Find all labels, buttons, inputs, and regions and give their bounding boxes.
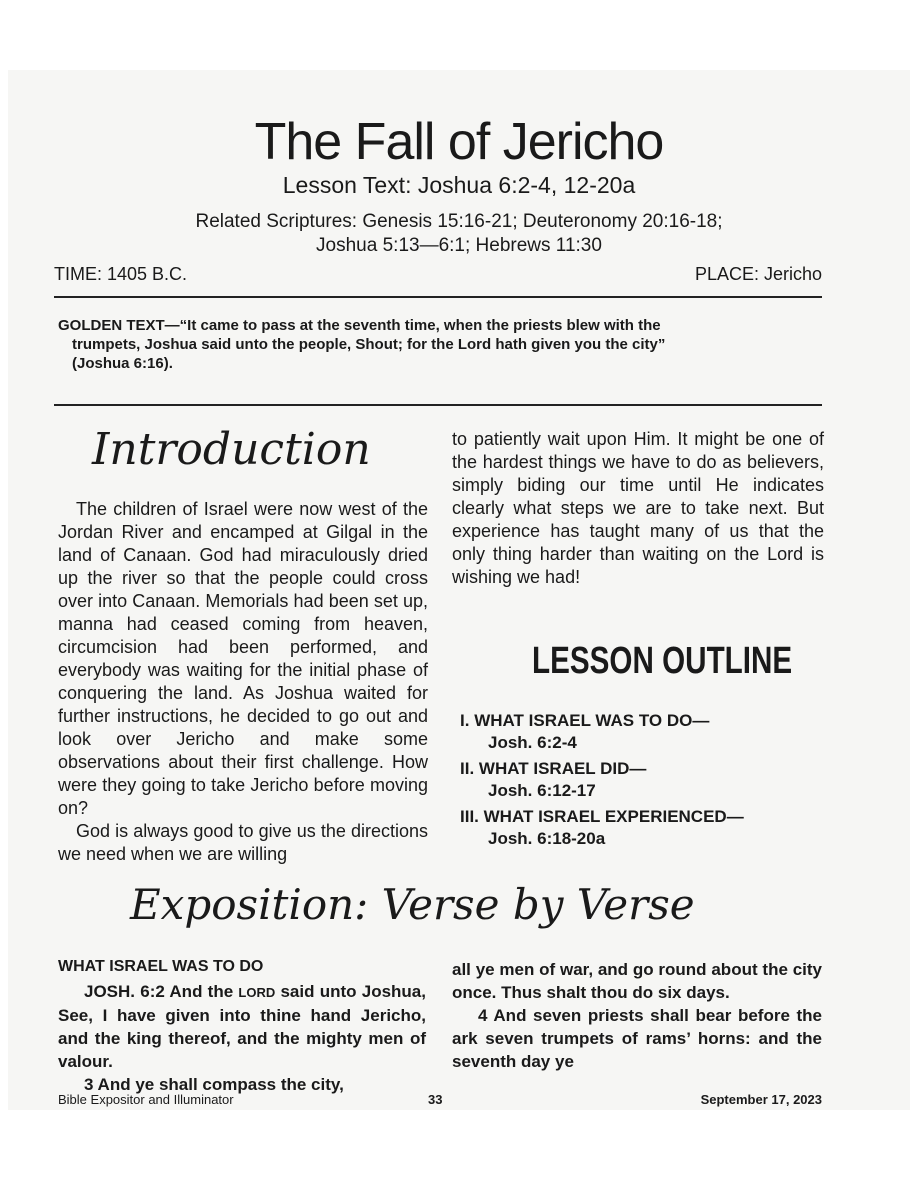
introduction-paragraph-1: The children of Israel were now west of the Jordan River and encamped at Gilgal in the land of Canaan. God had miraculously dried up the river so that the people could cross over into Canaan. Memorials had been set up, manna had ceased coming from heaven, circumcision had been performed, and everybody was waiting for the initial phase of conquering the land. As Joshua waited for further instructions, he decided to go out and look over Jericho and make some observations about their first challenge. How were they going to take Jericho before moving on? — [58, 499, 428, 818]
divider-top — [54, 296, 822, 298]
verse-2-end: said unto Joshua, See, I have given into thine hand Jericho, and the king thereof, and the mighty men of valour. — [58, 982, 426, 1071]
outline-title: WHAT ISRAEL WAS TO DO— — [474, 711, 710, 730]
verse-2 — [58, 980, 426, 1073]
outline-reference: Josh. 6:12-17 — [488, 781, 596, 800]
introduction-heading: Introduction — [92, 424, 371, 475]
verse-2-start: JOSH. 6:2 And the — [84, 982, 239, 1001]
outline-reference: Josh. 6:18-20a — [488, 829, 606, 848]
introduction-paragraph-continued: to patiently wait upon Him. It might be one of the hardest things we have to do as believers, simply biding our time until He indicates clearly what steps we are to take next. But experience has taught many of us that the only thing harder than waiting on the Lord is wishing we had! — [452, 429, 824, 587]
lesson-outline-heading: LESSON OUTLINE — [532, 640, 793, 682]
introduction-right-column — [452, 428, 824, 589]
divider-bottom — [54, 404, 822, 406]
lord-smallcaps: LORD — [238, 985, 276, 1000]
outline-reference: Josh. 6:2-4 — [488, 733, 577, 752]
outline-item — [460, 710, 820, 754]
related-scriptures-line2: Joshua 5:13—6:1; Hebrews 11:30 — [316, 235, 602, 256]
footer-date: September 17, 2023 — [700, 1092, 822, 1107]
outline-number: I. — [460, 711, 470, 730]
golden-text-line1: GOLDEN TEXT—“It came to pass at the seventh time, when the priests blew with the — [58, 317, 661, 334]
verse-3: 3 And ye shall compass the city, — [84, 1075, 344, 1094]
related-scriptures-line1: Related Scriptures: Genesis 15:16-21; Deuteronomy 20:16-18; — [195, 211, 723, 232]
related-scriptures — [0, 210, 918, 258]
footer-publication: Bible Expositor and Illuminator — [58, 1092, 234, 1107]
golden-text-line2: trumpets, Joshua said unto the people, Shout; for the Lord hath given you the city” — [72, 336, 666, 353]
outline-number: III. — [460, 807, 479, 826]
footer-page-number: 33 — [428, 1092, 443, 1107]
lesson-title: The Fall of Jericho — [254, 113, 664, 171]
exposition-left-column — [58, 980, 426, 1096]
introduction-paragraph-2: God is always good to give us the directions we need when we are willing — [58, 821, 428, 864]
outline-title: WHAT ISRAEL DID— — [478, 759, 647, 778]
outline-number: II. — [460, 759, 475, 778]
introduction-left-column — [58, 498, 428, 866]
lesson-outline — [460, 710, 820, 854]
lesson-text-reference: Lesson Text: Joshua 6:2-4, 12-20a — [282, 172, 636, 198]
place-label: PLACE: Jericho — [694, 264, 822, 284]
outline-title: WHAT ISRAEL EXPERIENCED— — [483, 807, 744, 826]
time-label: TIME: 1405 B.C. — [54, 264, 188, 284]
exposition-heading: Exposition: Verse by Verse — [130, 880, 695, 929]
verse-3-continued: all ye men of war, and go round about the city once. Thus shalt thou do six days. — [452, 960, 822, 1002]
golden-text-line3: (Joshua 6:16). — [72, 355, 173, 372]
exposition-right-column — [452, 958, 822, 1073]
outline-item — [460, 758, 820, 802]
outline-item — [460, 806, 820, 850]
verse-4: 4 And seven priests shall bear before the ark seven trumpets of rams’ horns: and the seventh day ye — [452, 1006, 822, 1071]
golden-text — [58, 316, 822, 373]
exposition-subheading: WHAT ISRAEL WAS TO DO — [58, 958, 264, 975]
